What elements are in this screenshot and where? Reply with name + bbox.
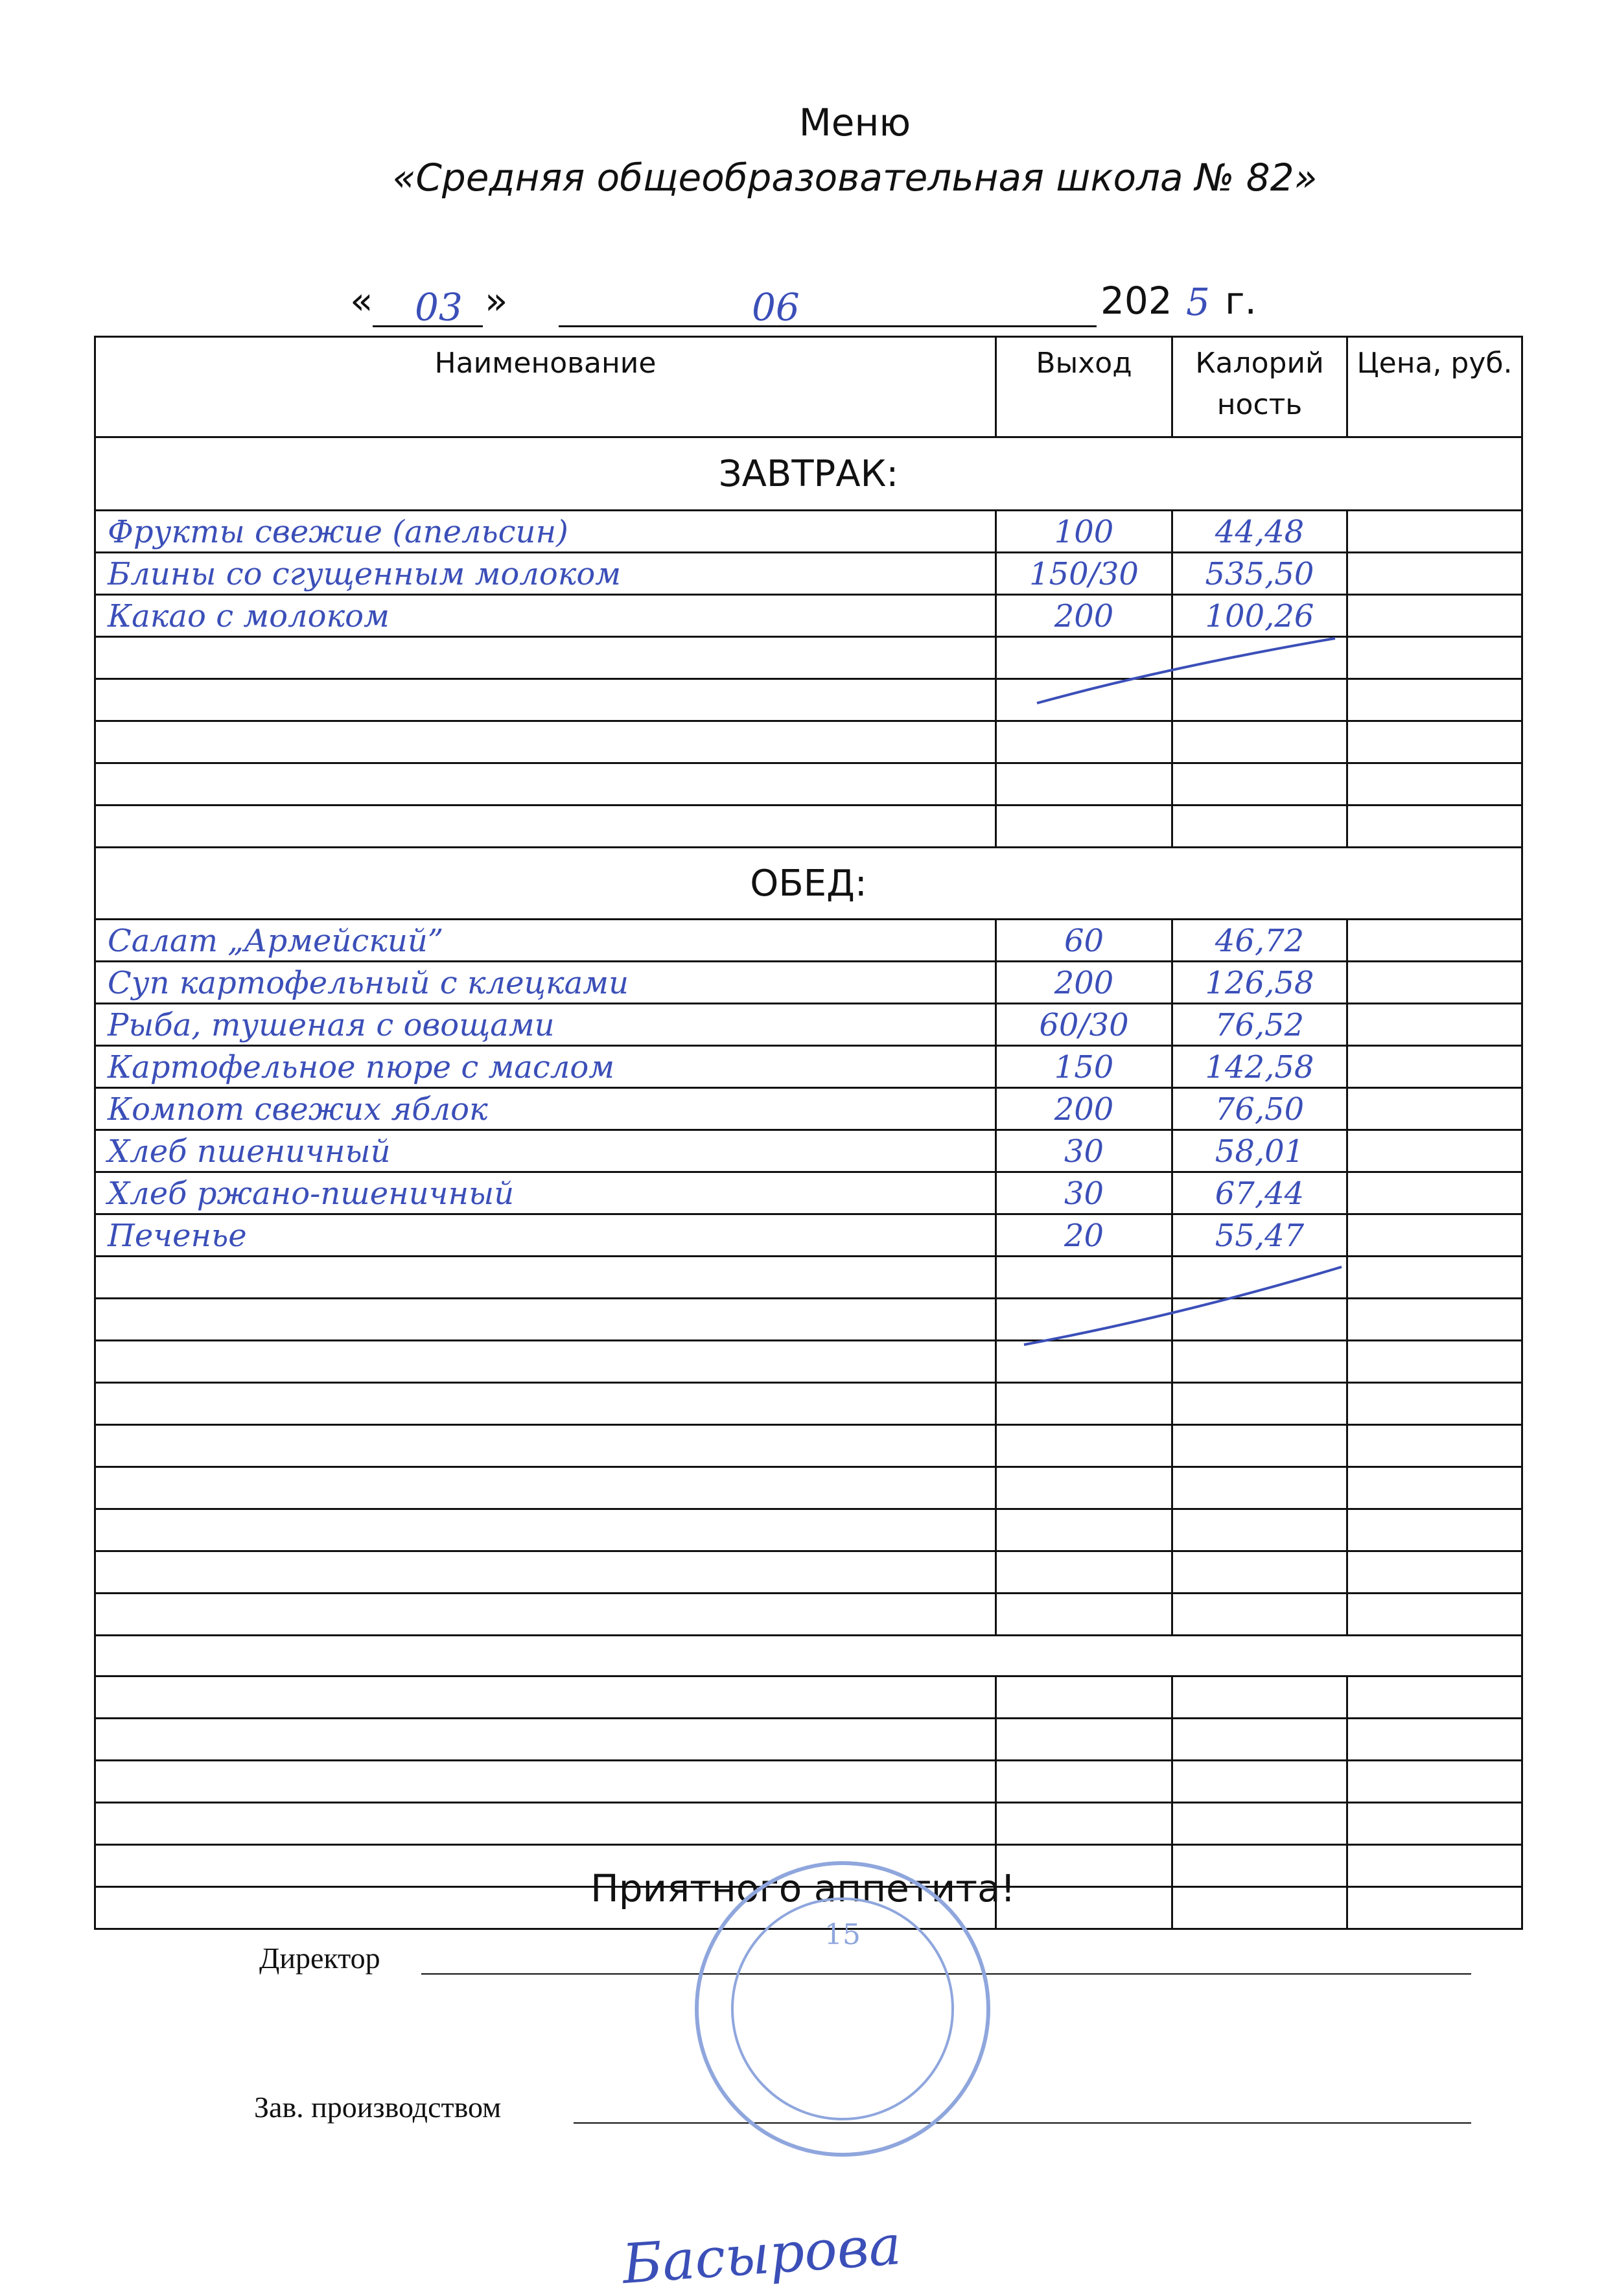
lunch-calories-cell: 46,72 [1172,920,1347,962]
lunch-output-cell: 60 [996,920,1172,962]
lunch-calories-cell: 76,52 [1172,1004,1347,1046]
lunch-name-cell: Хлеб пшеничный [95,1130,996,1172]
director-label: Директор [259,1942,380,1975]
breakfast-output-cell: 150/30 [996,553,1172,595]
breakfast-output-cell: 100 [996,511,1172,553]
breakfast-name-cell: Блины со сгущенным молоком [95,553,996,595]
school-name: «Средняя общеобразовательная школа № 82» [392,156,1318,200]
date-month: 06 [752,285,800,329]
lunch-output-cell: 150 [996,1046,1172,1088]
lunch-calories-cell: 58,01 [1172,1130,1347,1172]
lunch-output-cell: 60/30 [996,1004,1172,1046]
production-label: Зав. производством [254,2091,502,2124]
date-day: 03 [415,285,463,329]
lunch-name-cell: Компот свежих яблок [95,1088,996,1130]
lunch-name-cell: Суп картофельный с клецками [95,962,996,1004]
date-year-digit: 5 [1186,280,1210,324]
date-open-quote: « [350,279,373,323]
lunch-calories-cell: 126,58 [1172,962,1347,1004]
breakfast-name-cell: Какао с молоком [95,595,996,637]
lunch-calories-cell: 142,58 [1172,1046,1347,1088]
header-name: Наименование [95,337,996,437]
breakfast-section-label: ЗАВТРАК: [95,437,1522,511]
lunch-output-cell: 30 [996,1172,1172,1214]
lunch-output-cell: 20 [996,1214,1172,1257]
header-output: Выход [996,337,1172,437]
breakfast-calories-cell: 535,50 [1172,553,1347,595]
lunch-name-cell: Картофельное пюре с маслом [95,1046,996,1088]
document-title: Меню [798,100,911,145]
lunch-output-cell: 30 [996,1130,1172,1172]
lunch-output-cell: 200 [996,962,1172,1004]
production-signature: Басырова [620,2213,903,2296]
breakfast-name-cell: Фрукты свежие (апельсин) [95,511,996,553]
header-calories: Калорий ность [1172,337,1347,437]
footer-wish: Приятного аппетита! [590,1866,1016,1910]
breakfast-output-cell: 200 [996,595,1172,637]
stamp-number: 15 [824,1918,861,1951]
header-price: Цена, руб. [1347,337,1522,437]
lunch-calories-cell: 76,50 [1172,1088,1347,1130]
lunch-calories-cell: 55,47 [1172,1214,1347,1257]
lunch-name-cell: Печенье [95,1214,996,1257]
breakfast-calories-cell: 100,26 [1172,595,1347,637]
lunch-output-cell: 200 [996,1088,1172,1130]
date-close-quote: » [485,279,508,323]
lunch-section-label: ОБЕД: [95,848,1522,920]
breakfast-calories-cell: 44,48 [1172,511,1347,553]
breakfast-closing-stroke [1037,638,1335,703]
lunch-closing-stroke [1024,1267,1342,1345]
lunch-name-cell: Рыба, тушеная с овощами [95,1004,996,1046]
lunch-name-cell: Салат „Армейский” [95,920,996,962]
date-year-prefix: 202 [1100,279,1172,323]
lunch-calories-cell: 67,44 [1172,1172,1347,1214]
lunch-name-cell: Хлеб ржано-пшеничный [95,1172,996,1214]
date-year-suffix: г. [1225,279,1257,323]
